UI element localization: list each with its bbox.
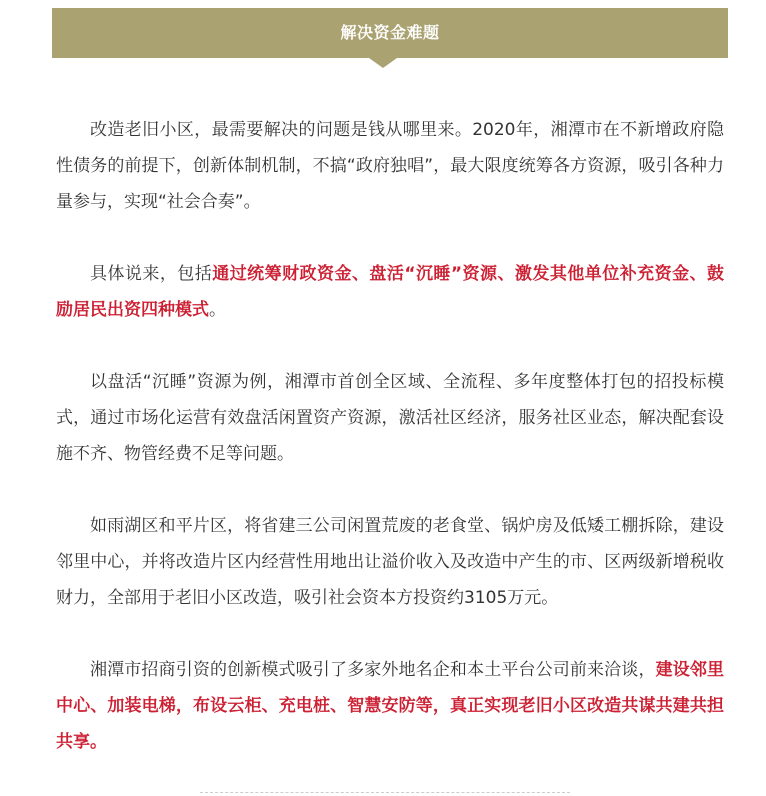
paragraph-investment-model: [56, 652, 724, 760]
paragraph-four-modes: [56, 256, 724, 328]
paragraph-tail-text: 。: [209, 300, 226, 320]
highlight-four-modes: 通过统筹财政资金、盘活“沉睡”资源、激发其他单位补充资金、鼓励居民出资四种模式: [56, 264, 724, 320]
paragraph-idle-resources: 以盘活“沉睡”资源为例，湘潭市首创全区域、全流程、多年度整体打包的招投标模式，通过市场化运营有效盘活闲置资产资源，激活社区经济，服务社区业态，解决配套设施不齐、物管经费不足等问题。: [56, 372, 724, 464]
highlight-shared-renovation: 建设邻里中心、加装电梯，布设云柜、充电桩、智慧安防等，真正实现老旧小区改造共谋共建共担共享。: [56, 660, 725, 752]
paragraph-lead-text: 具体说来，包括: [90, 264, 213, 284]
article-body: [56, 112, 724, 796]
banner-arrow-decoration: [369, 58, 397, 68]
bottom-divider: [200, 792, 570, 793]
section-header-banner: [52, 8, 728, 58]
paragraph-lead-text: 湘潭市招商引资的创新模式吸引了多家外地名企和本土平台公司前来洽谈，: [90, 660, 656, 680]
paragraph-funding-intro: 改造老旧小区，最需要解决的问题是钱从哪里来。2020年，湘潭市在不新增政府隐性债务的前提下，创新体制机制，不搞“政府独唱”，最大限度统筹各方资源，吸引各种力量参与，实现“社会合奏”。: [56, 120, 724, 212]
section-title: 解决资金难题: [340, 23, 440, 42]
paragraph-yuhu-example: 如雨湖区和平片区，将省建三公司闲置荒废的老食堂、锅炉房及低矮工棚拆除，建设邻里中心，并将改造片区内经营性用地出让溢价收入及改造中产生的市、区两级新增税收财力，全部用于老旧小区改造，吸引社会资本方投资约3105万元。: [56, 516, 724, 608]
